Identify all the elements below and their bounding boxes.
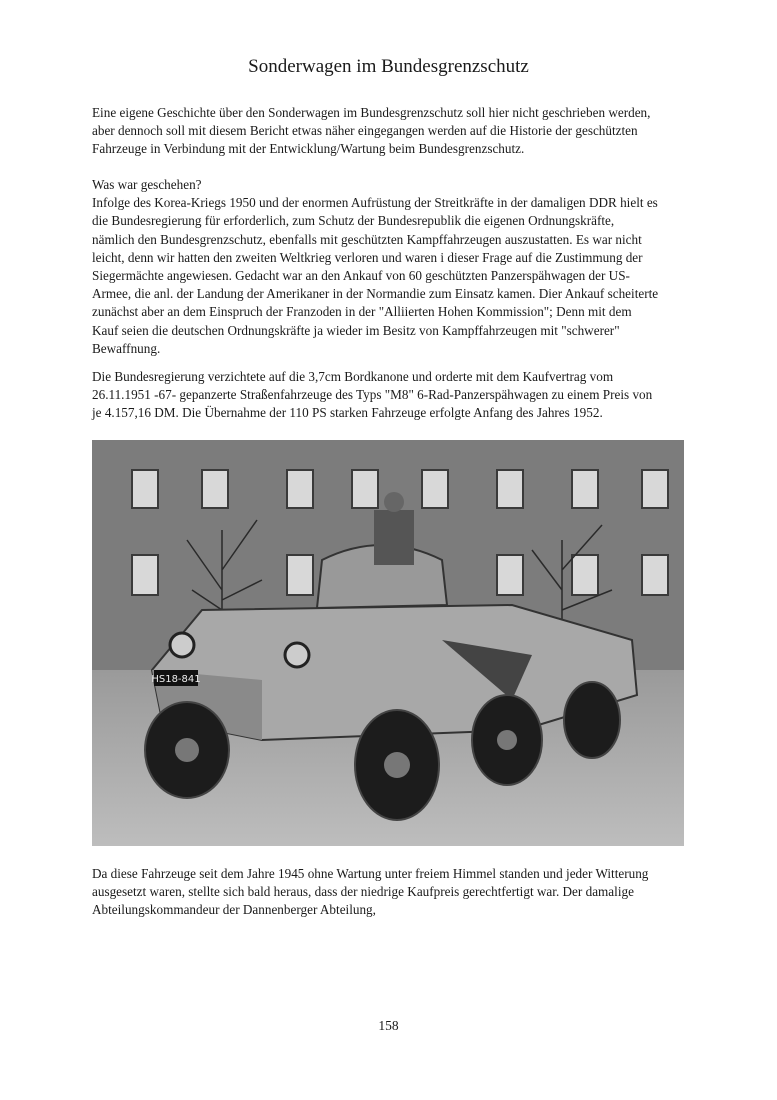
text-line: Bewaffnung. [92,340,161,356]
text-line: Da diese Fahrzeuge seit dem Jahre 1945 ohne Wartung unter freiem Himmel standen und jeder Witterung [92,866,649,881]
page-number: 158 [378,1018,399,1033]
text-line: Infolge des Korea-Kriegs 1950 und der enormen Aufrüstung der Streitkräfte in der damaligen DDR hielt es [92,195,658,211]
text-line: 26.11.1951 -67- gepanzerte Straßenfahrzeuge des Typs "M8" 6-Rad-Panzerspähwagen zu einem Preis von [92,387,653,403]
maintenance-paragraph [92,865,692,920]
commander-figure [374,510,414,565]
history-paragraph [92,176,692,358]
license-plate-text: HS18-841 [151,674,201,685]
text-line: Kauf seien die deutschen Ordnungskräfte ja wieder im Besitz von Kampffahrzeugen mit "schwerer" [92,322,620,338]
text-line: Eine eigene Geschichte über den Sonderwagen im Bundesgrenzschutz soll hier nicht geschrieben werden, [92,105,651,120]
page-title: Sonderwagen im Bundesgrenzschutz [248,56,529,77]
text-line: aber dennoch soll mit diesem Bericht etwas näher eingegangen werden auf die Historie der geschützten [92,123,638,139]
text-line: Abteilungskommandeur der Dannenberger Abteilung, [92,902,376,918]
text-line: leicht, denn wir hatten den zweiten Weltkrieg verloren und waren i dieser Frage auf die Zustimmung der [92,249,643,265]
purchase-paragraph [92,368,692,423]
text-line: die Bundesregierung für erforderlich, zum Schutz der Bundesrepublik die eigenen Ordnungskräfte, [92,213,615,229]
text-line: Siegermächte angewiesen. Gedacht war an den Ankauf von 60 geschützten Panzerspähwagen der US- [92,268,630,284]
text-line: ausgesetzt waren, stellte sich bald heraus, dass der niedrige Kaufpreis gerechtfertigt war. Der damalige [92,884,634,900]
text-line: zunächst aber an dem Einspruch der Franzoden in der "Alliierten Hohen Kommission"; Denn mit dem [92,304,632,320]
intro-paragraph [92,104,692,159]
section-heading: Was war geschehen? [92,177,202,192]
text-line: nämlich den Bundesgrenzschutz, ebenfalls mit geschützten Kampffahrzeugen auszustatten. Es war nicht [92,231,642,247]
text-line: Die Bundesregierung verzichtete auf die 3,7cm Bordkanone und orderte mit dem Kaufvertrag vom [92,369,614,384]
text-line: Fahrzeuge in Verbindung mit der Entwicklung/Wartung beim Bundesgrenzschutz. [92,141,525,157]
text-line: je 4.157,16 DM. Die Übernahme der 110 PS starken Fahrzeuge erfolgte Anfang des Jahres 1952. [92,405,603,421]
armored-car-photo [92,440,684,846]
text-line: Armee, die anl. der Landung der Amerikaner in der Normandie zum Einsatz kamen. Dier Ankauf scheiterte [92,286,659,302]
